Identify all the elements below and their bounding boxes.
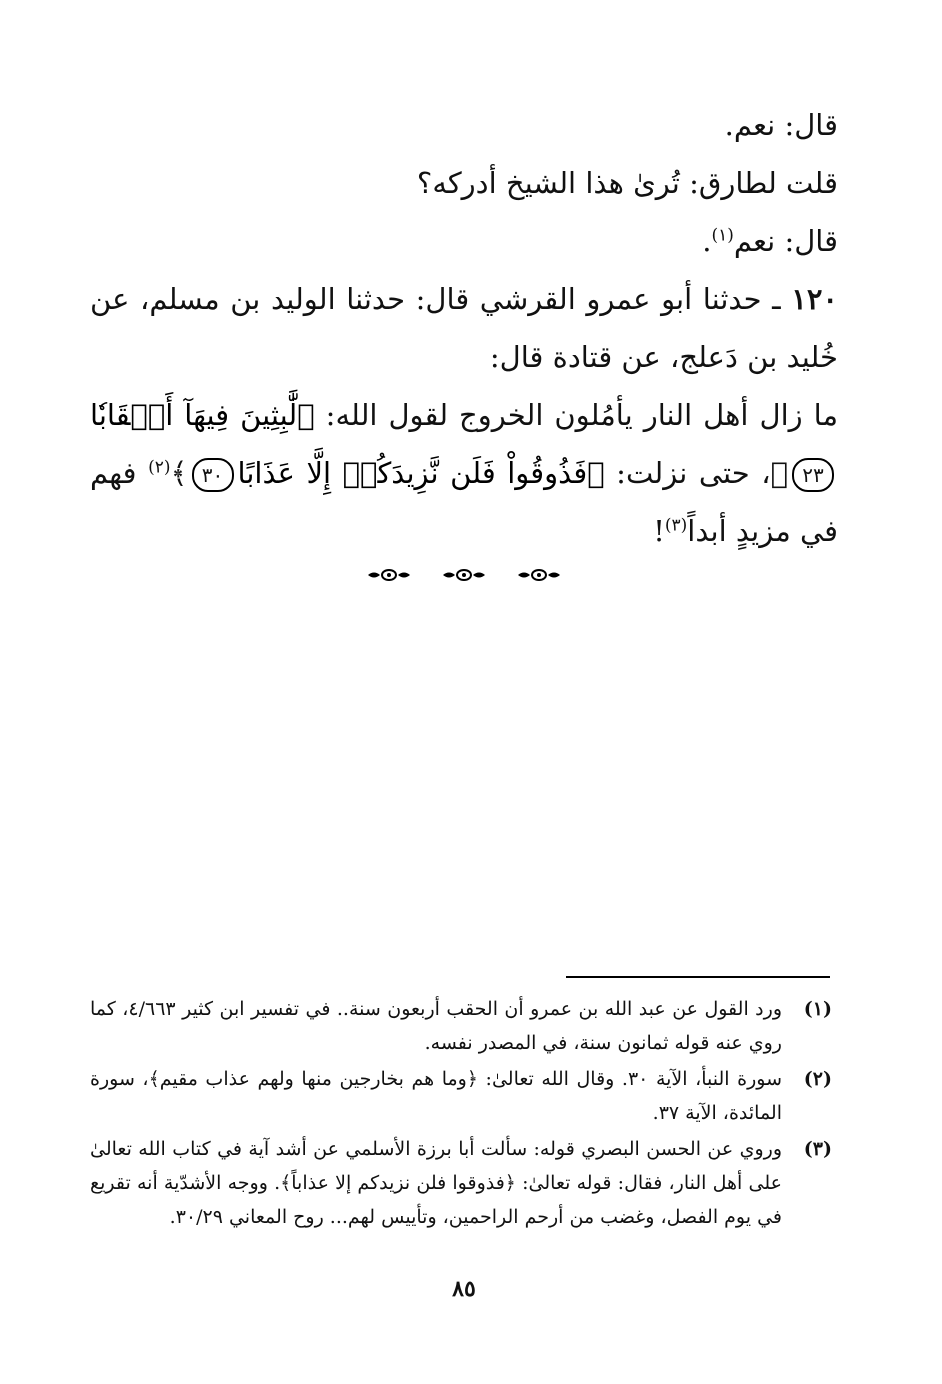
- hadith-text-final: !: [653, 514, 665, 548]
- section-divider: [90, 564, 838, 583]
- footnote-ref-1[interactable]: (١): [711, 225, 734, 246]
- book-page: [90, 96, 838, 1336]
- ayah-number-marker-2: ٣٠: [192, 458, 234, 492]
- ornament-icon: [516, 568, 562, 582]
- dialogue-line-3-text: قال: نعم: [733, 224, 838, 258]
- footnote-text: سورة النبأ، الآية ٣٠. وقال الله تعالىٰ: ﴿وما هم بخارجين منها ولهم عذاب مقيم﴾، سورة المائدة، الآية ٣٧.: [90, 1068, 783, 1124]
- main-text: [90, 96, 838, 560]
- verse-1-close: ﴾،: [749, 456, 789, 490]
- footnote-ref-3[interactable]: (٣): [664, 515, 688, 536]
- dialogue-line-1: قال: نعم.: [724, 108, 838, 142]
- page-number: ٨٥: [452, 1276, 476, 1302]
- quran-verse-2: ﴿فَذُوقُواْ فَلَن نَّزِيدَكُمۡ إِلَّا عَذَابًا: [237, 456, 605, 490]
- verse-2-close: ﴾: [170, 456, 188, 490]
- hadith-number: ١٢٠: [791, 282, 838, 316]
- hadith-text-continued: حتى نزلت:: [604, 456, 750, 490]
- footnote-3: [90, 1132, 838, 1234]
- footnote-text: ورد القول عن عبد الله بن عمرو أن الحقب أربعون سنة.. في تفسير ابن كثير ٤/٦٦٣، كما روي عنه قوله ثمانون سنة، في المصدر نفسه.: [90, 998, 782, 1054]
- dialogue-line-3-end: .: [702, 224, 712, 258]
- hadith-text: [90, 386, 838, 560]
- quran-verse-1: ﴿لَّٰبِثِينَ فِيهَآ أَحۡقَابٗا: [90, 398, 315, 432]
- ornament-icon: [441, 568, 487, 582]
- hadith-120: [90, 270, 838, 386]
- footnote-ref-2[interactable]: (٢): [148, 457, 171, 478]
- footnote-separator: [566, 976, 830, 978]
- footnote-2: [90, 1062, 838, 1130]
- hadith-text-end: فهم في مزيدٍ أبداً: [90, 456, 838, 548]
- footnote-number: (١): [803, 998, 832, 1020]
- footnote-text: وروي عن الحسن البصري قوله: سألت أبا برزة الأسلمي عن أشد آية في كتاب الله تعالىٰ على أهل النار، فقال: قوله تعالىٰ: ﴿فذوقوا فلن نزيدكم إلا عذاباً﴾. ووجه الأشدّية أنه تقريع في يوم الفصل، وغضب من أرحم الراحمين، وتأييس لهم... روح المعاني ٣٠/٢٩.: [90, 1138, 782, 1228]
- footnotes: [90, 992, 838, 1236]
- footnote-number: (٣): [803, 1138, 832, 1160]
- footnote-1: [90, 992, 838, 1060]
- footnote-number: (٢): [803, 1068, 832, 1090]
- ornament-icon: [366, 568, 412, 582]
- dialogue-line-3: [90, 212, 838, 270]
- hadith-text-start: ما زال أهل النار يأمُلون الخروج لقول الله:: [314, 398, 838, 432]
- hadith-intro: ـ حدثنا أبو عمرو القرشي قال: حدثنا الوليد بن مسلم، عن خُليد بن دَعلج، عن قتادة قال:: [90, 282, 838, 374]
- ayah-number-marker-1: ٢٣: [792, 458, 834, 492]
- dialogue-line-2: قلت لطارق: تُرىٰ هذا الشيخ أدركه؟: [416, 166, 838, 200]
